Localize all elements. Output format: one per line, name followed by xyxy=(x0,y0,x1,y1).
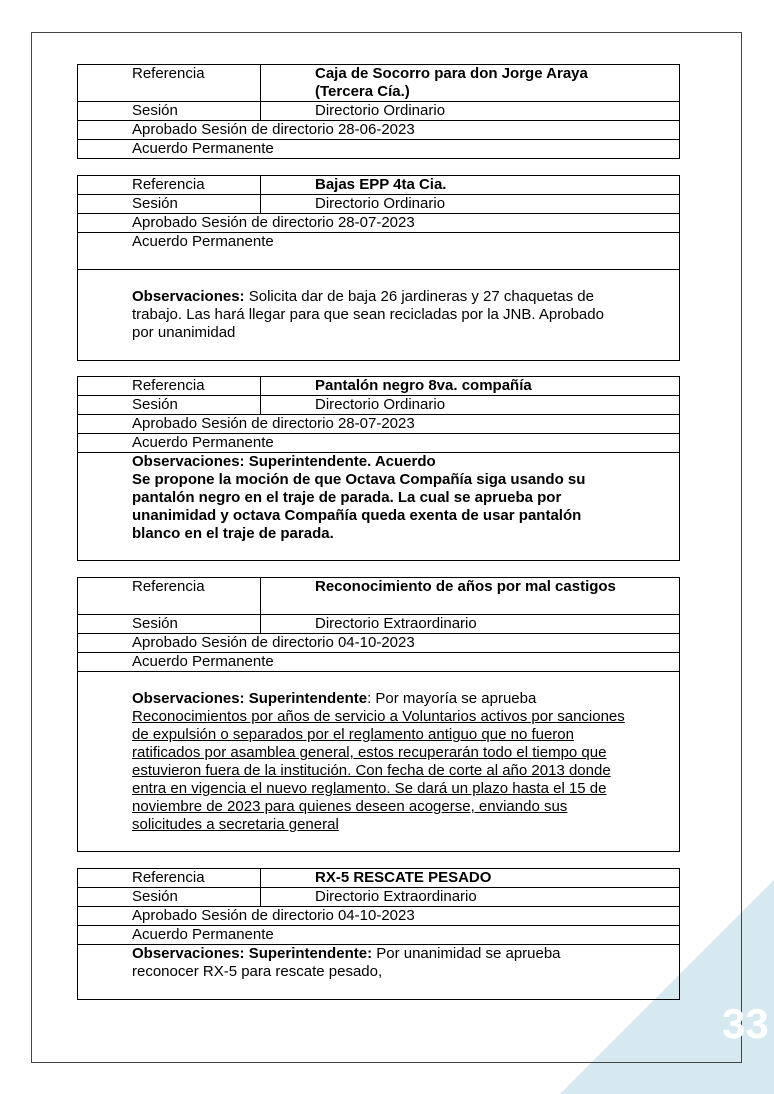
observations-text: Reconocimientos por años de servicio a Voluntarios activos por sanciones de expulsión o separados por el reglamento antiguo que no fueron ratificados por asamblea general, estos recuperarán todo el tiempo que estuvieron fuera de la institución. Con fecha de corte al año 2013 donde entra en vigencia el nuevo reglamento. Se dará un plazo hasta el 15 de noviembre de 2023 para quienes deseen acogerse, enviando sus solicitudes a secretaria general xyxy=(132,708,625,833)
observations-text: Solicita dar de baja 26 jardineras y 27 chaquetas de trabajo. Las hará llegar para que sean recicladas por la JNB. Aprobado por unanimidad xyxy=(132,288,604,341)
reference-value: Caja de Socorro para don Jorge Araya (Tercera Cía.) xyxy=(315,65,588,100)
agreement-record xyxy=(77,577,680,852)
approval-date: Aprobado Sesión de directorio 28-06-2023 xyxy=(132,121,415,138)
session-value: Directorio Ordinario xyxy=(315,102,446,119)
session-label: Sesión xyxy=(78,102,261,120)
reference-value: Pantalón negro 8va. compañía xyxy=(315,377,532,394)
page-number: 33 xyxy=(722,1000,769,1047)
session-label: Sesión xyxy=(78,195,261,213)
approval-date: Aprobado Sesión de directorio 28-07-2023 xyxy=(132,415,415,432)
reference-label: Referencia xyxy=(78,65,261,101)
observations xyxy=(78,672,679,851)
agreement-type: Acuerdo Permanente xyxy=(132,140,274,157)
observations xyxy=(78,945,679,999)
approval-date: Aprobado Sesión de directorio 28-07-2023 xyxy=(132,214,415,231)
session-value: Directorio Extraordinario xyxy=(315,888,477,905)
session-value: Directorio Ordinario xyxy=(315,195,446,212)
agreement-type: Acuerdo Permanente xyxy=(132,926,274,943)
agreement-record xyxy=(77,64,680,159)
observations-intro: : Por mayoría se aprueba xyxy=(367,690,537,707)
agreement-record xyxy=(77,868,680,1000)
session-value: Directorio Extraordinario xyxy=(315,615,477,632)
reference-label: Referencia xyxy=(78,176,261,194)
session-label: Sesión xyxy=(78,888,261,906)
reference-value: Reconocimiento de años por mal castigos xyxy=(315,578,616,595)
agreement-record xyxy=(77,376,680,561)
reference-label: Referencia xyxy=(78,578,261,614)
reference-value: RX-5 RESCATE PESADO xyxy=(315,869,492,886)
reference-value: Bajas EPP 4ta Cia. xyxy=(315,176,447,193)
observations xyxy=(78,453,679,560)
reference-label: Referencia xyxy=(78,377,261,395)
reference-label: Referencia xyxy=(78,869,261,887)
approval-date: Aprobado Sesión de directorio 04-10-2023 xyxy=(132,907,415,924)
observations xyxy=(78,270,679,360)
session-value: Directorio Ordinario xyxy=(315,396,446,413)
observations-label: Observaciones: Superintendente: xyxy=(132,945,373,962)
observations-text: Se propone la moción de que Octava Compañía siga usando su pantalón negro en el traje de parada. La cual se aprueba por unanimidad y octava Compañía queda exenta de usar pantalón blanco en el traje de parada. xyxy=(132,471,586,542)
observations-label: Observaciones: xyxy=(132,288,245,305)
agreement-record xyxy=(77,175,680,361)
observations-label: Observaciones: Superintendente xyxy=(132,690,368,707)
session-label: Sesión xyxy=(78,615,261,633)
observations-text: Por unanimidad se aprueba reconocer RX-5 para rescate pesado, xyxy=(132,945,561,980)
observations-label: Observaciones: Superintendente. Acuerdo xyxy=(132,453,436,470)
agreement-type: Acuerdo Permanente xyxy=(132,653,274,670)
agreement-type: Acuerdo Permanente xyxy=(132,434,274,451)
session-label: Sesión xyxy=(78,396,261,414)
agreement-type: Acuerdo Permanente xyxy=(132,233,274,250)
approval-date: Aprobado Sesión de directorio 04-10-2023 xyxy=(132,634,415,651)
